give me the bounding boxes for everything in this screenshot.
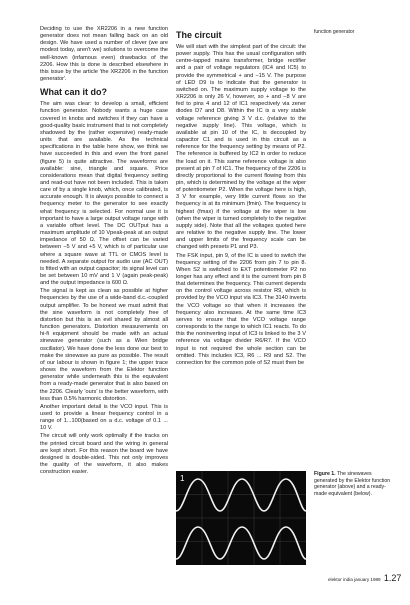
body-paragraph: The aim was clear: to develop a small, efficient function generator. Nobody wants a huge case covered in knobs and switches if they can have a good-quality basic instrument that is not completely shadowed by the (rather expensive) ready-made units that are available. As the technical specifications in the table here show, we think we have succeeded in this and even the front panel (figure 5) is quite attractive. The waveforms are available: sine, triangle and square. Price considerations mean that digital frequency setting and read-out have not been included. This is taken care of by a single knob, which, once calibrated, is accurate enough. It is always possible to connect a frequency meter to the generator to see exactly what frequency is selected. For normal use it is important to have a large output voltage range with a variable offset level. The DC OUTput has a maximum amplitude of 10 Vpeak-peak at an output impedance of 50 Ω. The offset can be varied between −5 V and +5 V, which is of particular use where a square wave at TTL or CMOS level is needed. A separate output for audio use (AC OUT) is fitted with an output capacitor; its signal level can be set between 10 mV and 1 V (again peak-peak) and the output impedance is 600 Ω. (40, 101, 168, 287)
body-paragraph: The circuit will only work optimally if the tracks on the printed circuit board and the wiring in general are kept short. For this reason the board we have designed is double-sided. This not only improves the quality of the waveform, it also makes construction easier. (40, 433, 168, 476)
body-paragraph: The FSK input, pin 9, of the IC is used to switch the frequency setting of the 2206 from pin 7 to pin 8. When S2 is switched to EXT potentiometer P2 no longer has any effect and it is the current from pin 8 that determines the frequency. This current depends on the control voltage across resistor R9, which is provided by the VCO input via IC3. The 3140 inverts the VCO voltage so that when it increases the frequency also increases. At the same time IC3 serves to ensure that the VCO voltage range corresponds to the range to which IC1 reacts. To do this the noninverting input of IC3 is linked to the 3 V reference via voltage divider R6/R7. If the VCO input is not required the whole section can be omitted. This includes IC3, R6 ... R9 and S2. The connection for the common pole of S2 must then be (176, 252, 306, 366)
oscilloscope-traces-image (176, 471, 306, 565)
middle-column (176, 26, 306, 368)
body-paragraph: Another important detail is the VCO input. This is used to provide a linear frequency control in a range of 1...100(based on a d.c. voltage of 0.1 ... 10 V. (40, 403, 168, 432)
figure-caption (314, 471, 394, 497)
section-heading-the-circuit: The circuit (176, 30, 222, 40)
footer-publication: elektor india january 1989 (328, 577, 381, 582)
page-footer (328, 573, 401, 583)
body-paragraph: The signal is kept as clean as possible at higher frequencies by the use of a wide-band d.c.-coupled output amplifier. To be honest we must admit that the sine waveform is not completely free of distortion but this is an evil shared by almost all function generators. Distortion measurements on hi-fi equipment should be made with an actual sinewave generator (such as a Wien bridge oscillator). We have done the less done our best to make the sinewave as pure as possible. The result of our labour is shown in figure 1; the upper trace shows the waveform from the Elektor function generator while underneath this is the equivalent from a ready-made generator that is also based on the 2206. Clearly 'ours' is the better waveform, with less than 0.5% harmonic distortion. (40, 288, 168, 402)
running-head: function generator (314, 29, 355, 35)
figure-caption-label: Figure 1. (314, 471, 336, 477)
left-column (40, 26, 168, 477)
figure-number: 1 (180, 474, 185, 483)
oscilloscope-figure (176, 471, 306, 565)
figure-caption-text: The sinewaves generated by the Elektor function generator (above) and a ready-made equivalent (below). (314, 471, 391, 497)
section-heading-what-can-it-do: What can it do? (40, 87, 107, 98)
body-paragraph: We will start with the simplest part of the circuit: the power supply. This has the usual configuration with centre-tapped mains transformer, bridge rectifier and a pair of voltage regulators (IC4 and IC5) to provide the symmetrical + and −15 V. The purpose of LED D9 is to indicate that the generator is switched on. The maximum supply voltage to the XR2206 is only 26 V, however, so + and −8 V are fed to pins 4 and 12 of IC1 respectively via zener diodes D7 and D8. Within the IC is a very stable voltage reference giving 3 V d.c. (relative to the negative supply line). This voltage, which is available at pin 10 of the IC, is decoupled by capacitor C1 and is used in this circuit as a reference for the frequency setting by means of P2. The reference is buffered by IC2 in order to reduce the load on it. This same reference voltage is also present at pin 7 of IC1. The frequency of the 2206 is directly proportional to the current flowing from this pin, which is determined by the voltage at the wiper of potentiometer P2. When the voltage here is high, 3 V for example, very little current flows so the frequency is at its minimum (fmin). The frequency is highest (fmax) if the voltage at the wiper is low (when the wiper is turned completely to the negative supply side). Note that all the voltages quoted here are relative to the negative supply line. The lower and upper limits of the frequency scale can be changed with presets P1 and P3. (176, 44, 306, 251)
intro-paragraph: Deciding to use the XR2206 in a new function generator does not mean falling back on an old design. We have used a number of clever (we are modest today, aren't we) solutions to overcome the well-known (infamous even) drawbacks of the 2206. How this is done is described elsewhere in this issue by the article 'the XR2206 in the function generator'. (40, 26, 168, 83)
page-number: 1.27 (383, 573, 402, 583)
